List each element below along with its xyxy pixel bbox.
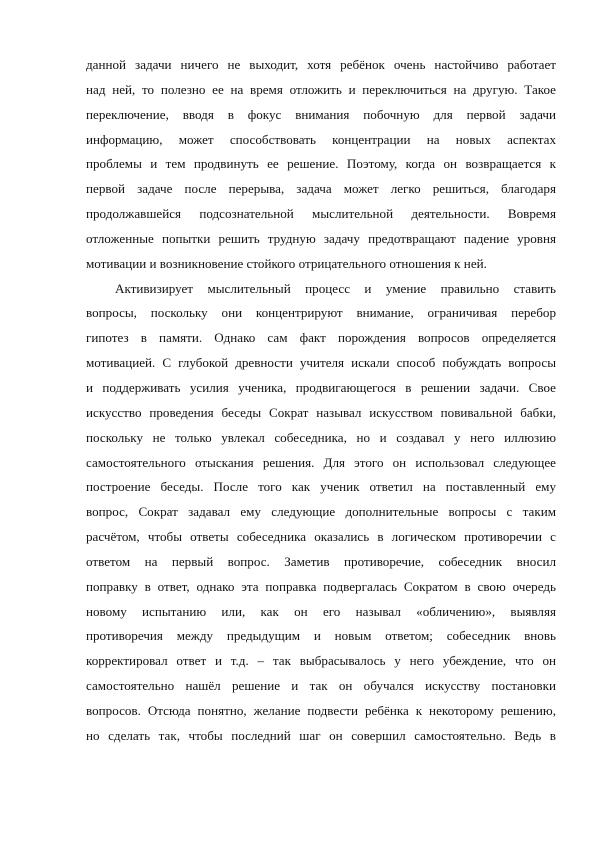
text-line: вопросы, поскольку они концентрируют внимание, ограничивая перебор xyxy=(86,305,556,321)
text-line: гипотез в памяти. Однако сам факт порождения вопросов определяется xyxy=(86,330,556,346)
text-line: первой задаче после перерыва, задача может легко решиться, благодаря xyxy=(86,181,556,197)
text-line: информацию, может способствовать концентрации на новых аспектах xyxy=(86,131,556,147)
text-line: вопросов. Отсюда понятно, желание подвести ребёнка к некоторому решению, xyxy=(86,702,556,718)
text-line: расчётом, чтобы ответы собеседника оказались в логическом противоречии с xyxy=(86,529,556,545)
text-line: корректировал ответ и т.д. – так выбрасывалось у него убеждение, что он xyxy=(86,653,556,669)
text-line: ответом на первый вопрос. Заметив противоречие, собеседник вносил xyxy=(86,553,556,569)
text-line: вопрос, Сократ задавал ему следующие дополнительные вопросы с таким xyxy=(86,504,556,520)
body-text xyxy=(86,53,556,749)
text-line: самостоятельно нашёл решение и так он обучался искусству постановки xyxy=(86,678,556,694)
text-line: поскольку не только увлекал собеседника, но и создавал у него иллюзию xyxy=(86,429,556,445)
text-line: данной задачи ничего не выходит, хотя ребёнок очень настойчиво работает xyxy=(86,57,556,72)
text-line: мотивацией. С глубокой древности учителя искали способ побуждать вопросы xyxy=(86,355,556,371)
text-line: противоречия между предыдущим и новым ответом; собеседник вновь xyxy=(86,628,556,644)
paragraph xyxy=(86,277,556,749)
text-line: переключение, вводя в фокус внимания побочную для первой задачи xyxy=(86,106,556,122)
text-line: и поддерживать усилия ученика, продвигающегося в решении задачи. Свое xyxy=(86,379,556,395)
text-line: самостоятельного отыскания решения. Для этого он использовал следующее xyxy=(86,454,556,470)
text-line: проблемы и тем продвинуть ее решение. Поэтому, когда он возвращается к xyxy=(86,156,556,172)
text-line: построение беседы. После того как ученик ответил на поставленный ему xyxy=(86,479,556,495)
text-line: продолжавшейся подсознательной мыслительной деятельности. Вовремя xyxy=(86,206,556,222)
text-line: Активизирует мыслительный процесс и умение правильно ставить xyxy=(115,280,556,296)
paragraph xyxy=(86,53,556,277)
text-line: но сделать так, чтобы последний шаг он совершил самостоятельно. Ведь в xyxy=(86,727,556,743)
text-line: над ней, то полезно ее на время отложить и переключиться на другую. Такое xyxy=(86,81,556,97)
text-line: мотивации и возникновение стойкого отрицательного отношения к ней. xyxy=(86,255,487,271)
text-line: новому испытанию или, как он его называл «обличению», выявляя xyxy=(86,603,556,619)
text-line: поправку в ответ, однако эта поправка подвергалась Сократом в свою очередь xyxy=(86,578,556,594)
text-line: отложенные попытки решить трудную задачу предотвращают падение уровня xyxy=(86,230,556,246)
text-line: искусство проведения беседы Сократ называл искусством повивальной бабки, xyxy=(86,404,556,420)
